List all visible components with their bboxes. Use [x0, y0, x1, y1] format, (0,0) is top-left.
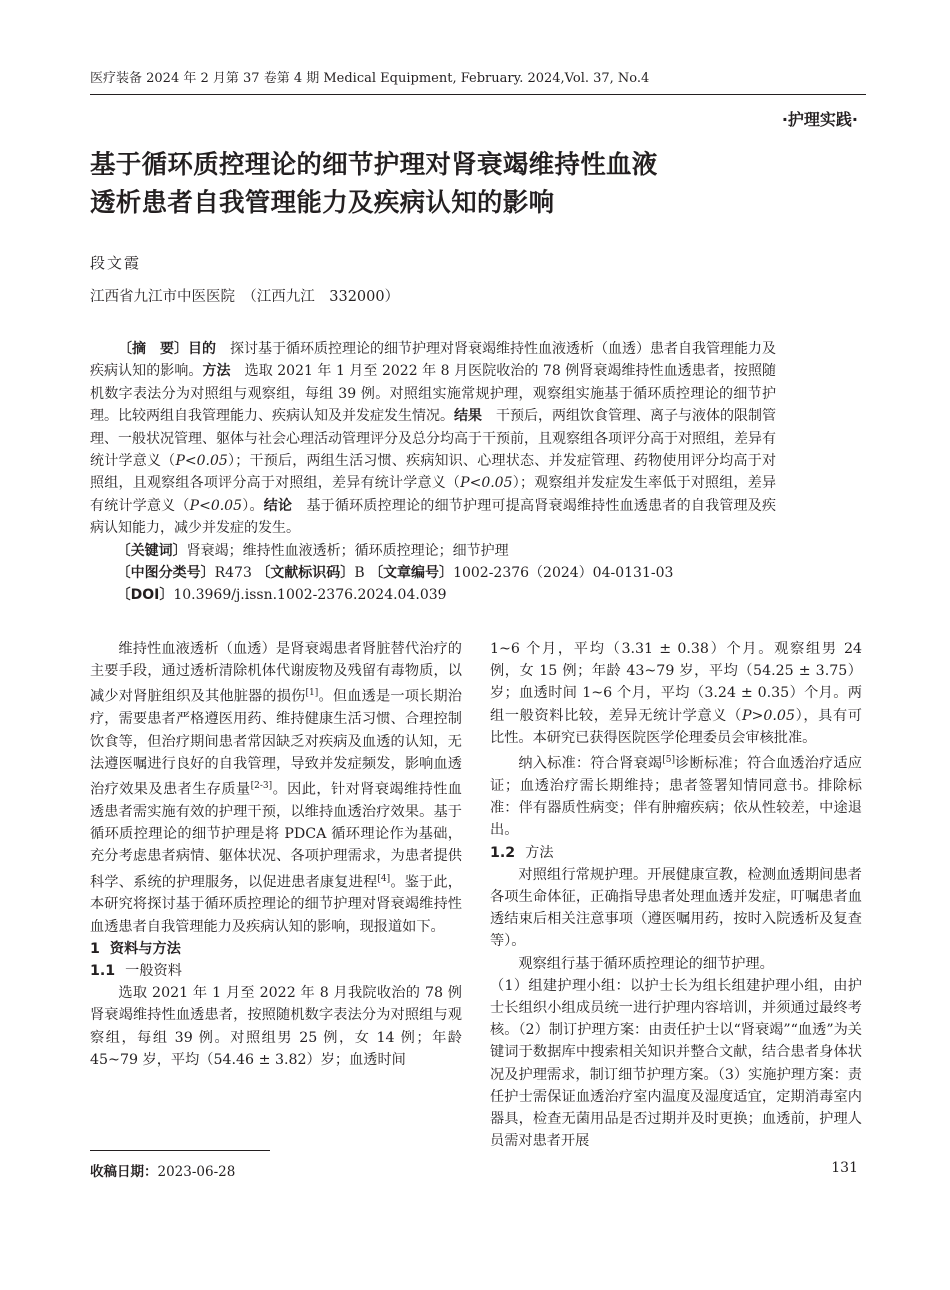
citation: [1] [305, 688, 319, 699]
p-value: P<0.05 [175, 453, 228, 470]
classification-line [90, 562, 776, 584]
subsection-heading [90, 960, 462, 982]
results-text-a: 干预后，两组饮食管理、离子与液体的限制管理、一般状况管理、躯体与社会心理活动管理评分及总分均高于干预前，且观察组各项评分高于对照组，差异有统计学意义（ [90, 408, 776, 470]
subsection-heading [490, 842, 862, 864]
subsection-title: 一般资料 [125, 963, 182, 980]
citation: [4] [377, 873, 391, 884]
methods-label: 方法 [202, 363, 231, 380]
conclusion-text: 基于循环质控理论的细节护理可提高肾衰竭维持性血透患者的自我管理及疾病认知能力，减少并发症的发生。 [90, 497, 777, 537]
clc-label: 〔中图分类号〕 [116, 565, 215, 582]
observation-steps-paragraph: （1）组建护理小组：以护士长为组长组建护理小组，由护士长组织小组成员统一进行护理内容培训，并须通过最终考核。（2）制订护理方案：由责任护士以“肾衰竭”“血透”为关键词于数据库中搜索相关知识并整合文献，结合患者身体状况及护理需求，制订细节护理方案。（3）实施护理方案：责任护士需保证血透治疗室内温度及湿度适宜，定期消毒室内器具，检查无菌用品是否过期并及时更换；血透前，护理人员需对患者开展 [490, 977, 862, 1150]
methods-text: 选取 2021 年 1 月至 2022 年 8 月医院收治的 78 例肾衰竭维持性血透患者，按照随机数字表法分为对照组与观察组，每组 39 例。对照组实施常规护理，观察组实施基于循环质控理论的细节护理。比较两组自我管理能力、疾病认知及并发症发生情况。 [90, 363, 777, 425]
intro-text: 。因此，针对肾衰竭维持性血透患者需实施有效的护理干预，以维持血透治疗效果。基于循环质控理论的细节护理是将 PDCA 循环理论作为基础，充分考虑患者病情、躯体状况、各项护理需求，为患者提供科学、系统的护理服务，以促进患者康复进程 [90, 781, 462, 891]
general-data-continued [490, 638, 862, 749]
results-label: 结果 [454, 408, 482, 425]
p-value: P<0.05 [460, 475, 513, 492]
abstract [90, 338, 776, 607]
keywords-label: 〔关键词〕 [116, 542, 187, 559]
journal-header: 医疗装备 2024 年 2 月第 37 卷第 4 期 Medical Equipment, February. 2024,Vol. 37, No.4 [90, 70, 866, 95]
article-no: 1002-2376（2024）04-0131-03 [453, 565, 674, 582]
body-column-right [490, 638, 862, 1152]
body-column-left [90, 638, 462, 1071]
intro-text: 维持性血液透析（血透）是肾衰竭患者肾脏替代治疗的主要手段，通过透析清除机体代谢废物及残留有毒物质，以减少对肾脏组织及其他脏器的损伤 [90, 641, 462, 706]
keywords: 肾衰竭；维持性血液透析；循环质控理论；细节护理 [186, 542, 509, 559]
article-no-label: 〔文章编号〕 [369, 565, 454, 582]
doi-label: 〔DOI〕 [116, 587, 174, 604]
citation: [5] [662, 755, 675, 766]
doi: 10.3969/j.issn.1002-2376.2024.04.039 [173, 587, 447, 604]
results-text-b: ）；干预后，两组生活习惯、疾病知识、心理状态、并发症管理、药物使用评分均高于对照组，且观察组各项评分高于对照组，差异有统计学意义（ [90, 453, 777, 492]
results-text-c: ）；观察组并发症发生率低于对照组，差异有统计学意义（ [90, 475, 777, 514]
title-line-2: 透析患者自我管理能力及疾病认知的影响 [90, 188, 555, 218]
general-data-paragraph: 选取 2021 年 1 月至 2022 年 8 月我院收治的 78 例肾衰竭维持性血透患者，按照随机数字表法分为对照组与观察组，每组 39 例。对照组男 25 例，女 14 例；年龄 45~79 岁，平均（54.46 ± 3.82）岁；血透时间 [90, 985, 462, 1068]
intro-text: 。鉴于此，本研究将探讨基于循环质控理论的细节护理对肾衰竭维持性血透患者自我管理能力及疾病认知的影响，现报道如下。 [90, 874, 462, 935]
footnote-divider [90, 1150, 270, 1151]
citation: [2-3] [250, 780, 273, 791]
section-number: 1 [90, 940, 100, 957]
doc-code: B [354, 565, 365, 582]
section-tag: ·护理实践· [781, 110, 858, 129]
intro-text: 。但血透是一项长期治疗，需要患者严格遵医用药、维持健康生活习惯、合理控制饮食等，但治疗期间患者常因缺乏对疾病及血透的认知，无法遵医嘱进行良好的自我管理，导致并发症频发，影响血透治疗效果及患者生存质量 [90, 689, 462, 798]
abstract-text [90, 338, 776, 540]
p-value: P>0.05 [741, 707, 795, 724]
affiliation: 江西省九江市中医医院 （江西九江 332000） [90, 289, 400, 305]
subsection-number: 1.2 [490, 844, 516, 861]
article-title [90, 146, 850, 222]
received-label: 收稿日期： [90, 1164, 158, 1180]
abstract-label: 〔摘 要〕 [118, 341, 188, 357]
page-number: 131 [831, 1160, 858, 1176]
p-value: P<0.05 [189, 497, 242, 514]
section-title: 资料与方法 [109, 940, 181, 957]
control-group-paragraph: 对照组行常规护理。开展健康宣教，检测血透期间患者各项生命体征，正确指导患者处理血透并发症，叮嘱患者血透结束后相关注意事项（遵医嘱用药，按时入院透析及复查等）。 [490, 866, 862, 950]
section-heading [90, 938, 462, 960]
general-text: ），具有可比性。本研究已获得医院医学伦理委员会审核批准。 [490, 707, 862, 746]
subsection-title: 方法 [525, 844, 554, 861]
results-text-d: ）。 [242, 497, 264, 514]
doc-code-label: 〔文献标识码〕 [256, 565, 355, 582]
title-line-1: 基于循环质控理论的细节护理对肾衰竭维持性血液 [90, 150, 658, 180]
author: 段文霞 [90, 254, 142, 272]
criteria-text: 纳入标准：符合肾衰竭 [518, 755, 663, 772]
criteria-paragraph [490, 749, 862, 842]
intro-paragraph [90, 638, 462, 938]
keywords-line [90, 540, 776, 562]
general-text: 1~6 个月，平均（3.31 ± 0.38）个月。观察组男 24 例，女 15 例；年龄 43~79 岁，平均（54.25 ± 3.75）岁；血透时间 1~6 个月，平均（3.24 ± 0.35）个月。两组一般资料比较，差异无统计学意义（ [490, 641, 862, 724]
received-date: 2023-06-28 [157, 1164, 236, 1180]
received-date-note [90, 1160, 235, 1180]
doi-line [90, 584, 776, 606]
objective-text: 探讨基于循环质控理论的细节护理对肾衰竭维持性血液透析（血透）患者自我管理能力及疾病认知的影响。 [90, 341, 776, 380]
clc-code: R473 [214, 565, 252, 582]
subsection-number: 1.1 [90, 963, 116, 980]
objective-label: 目的 [188, 341, 216, 357]
criteria-text: 诊断标准；符合血透治疗适应证；血透治疗需长期维持；患者签署知情同意书。排除标准：伴有器质性病变；伴有肿瘤疾病；依从性较差，中途退出。 [490, 755, 862, 839]
observation-group-paragraph: 观察组行基于循环质控理论的细节护理。 [518, 955, 774, 972]
conclusion-label: 结论 [263, 497, 293, 514]
